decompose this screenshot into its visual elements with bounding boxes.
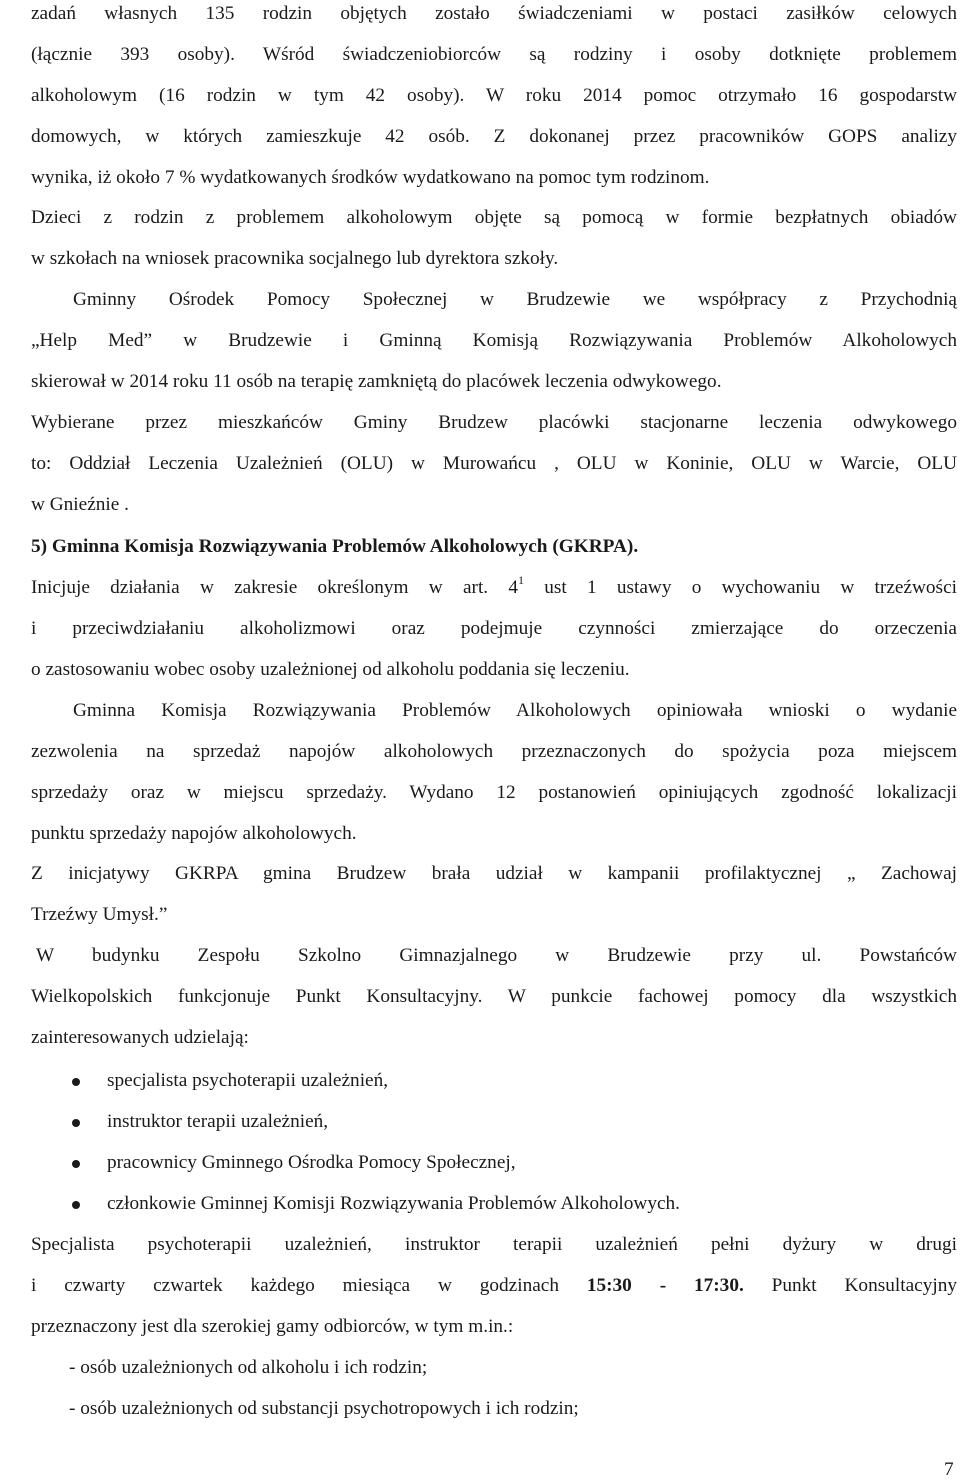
paragraph-6-line-2-text: i czwarty czwartek każdego miesiąca w godzinach	[31, 1275, 587, 1296]
paragraph-3-line-4: punktu sprzedaży napojów alkoholowych.	[31, 823, 357, 844]
dash-item-2: - osób uzależnionych od substancji psychotropowych i ich rodzin;	[69, 1398, 579, 1419]
paragraph-1-line-2: (łącznie 393 osoby). Wśród świadczeniobiorców są rodziny i osoby dotknięte problemem	[31, 44, 957, 65]
section-5-line-1	[31, 573, 957, 600]
paragraph-4-line-2: Trzeźwy Umysł.”	[31, 904, 168, 925]
section-5-line-2: i przeciwdziałaniu alkoholizmowi oraz podejmuje czynności zmierzające do orzeczenia	[31, 618, 957, 639]
paragraph-1-line-6: Dzieci z rodzin z problemem alkoholowym objęte są pomocą w formie bezpłatnych obiadów	[31, 207, 957, 228]
paragraph-1-line-1: zadań własnych 135 rodzin objętych zostało świadczeniami w postaci zasiłków celowych	[31, 3, 957, 24]
paragraph-1-line-3: alkoholowym (16 rodzin w tym 42 osoby). W roku 2014 pomoc otrzymało 16 gospodarstw	[31, 85, 957, 106]
bullet-dot	[72, 1078, 80, 1086]
paragraph-2-line-5: to: Oddział Leczenia Uzależnień (OLU) w Murowańcu , OLU w Koninie, OLU w Warcie, OLU	[31, 453, 957, 474]
paragraph-6-line-3: przeznaczony jest dla szerokiej gamy odbiorców, w tym m.in.:	[31, 1316, 514, 1337]
bullet-dot	[72, 1119, 80, 1127]
paragraph-2-line-3: skierował w 2014 roku 11 osób na terapię zamkniętą do placówek leczenia odwykowego.	[31, 371, 722, 392]
section-5-line-3: o zastosowaniu wobec osoby uzależnionej od alkoholu poddania się leczeniu.	[31, 659, 630, 680]
dash-item-1: - osób uzależnionych od alkoholu i ich rodzin;	[69, 1357, 428, 1378]
paragraph-4-line-1: Z inicjatywy GKRPA gmina Brudzew brała udział w kampanii profilaktycznej „ Zachowaj	[31, 863, 957, 884]
bullet-item-2: instruktor terapii uzależnień,	[107, 1111, 329, 1132]
paragraph-2-line-1: Gminny Ośrodek Pomocy Społecznej w Brudzewie we współpracy z Przychodnią	[73, 289, 957, 310]
section-5-line-1-rest: ust 1 ustawy o wychowaniu w trzeźwości	[524, 577, 957, 598]
section-5-heading: 5) Gminna Komisja Rozwiązywania Problemów Alkoholowych (GKRPA).	[31, 536, 639, 557]
paragraph-3-line-3: sprzedaży oraz w miejscu sprzedaży. Wydano 12 postanowień opiniujących zgodność lokalizacji	[31, 782, 957, 803]
paragraph-5-line-3: zainteresowanych udzielają:	[31, 1027, 249, 1048]
paragraph-2-line-6: w Gnieźnie .	[31, 494, 129, 515]
consultation-hours: 15:30 - 17:30.	[586, 1275, 744, 1296]
paragraph-6-line-2-rest: Punkt Konsultacyjny	[743, 1275, 957, 1296]
paragraph-1-line-5: wynika, iż około 7 % wydatkowanych środków wydatkowano na pomoc tym rodzinom.	[31, 167, 710, 188]
bullet-dot	[72, 1160, 80, 1168]
bullet-item-1: specjalista psychoterapii uzależnień,	[107, 1070, 389, 1091]
paragraph-6-line-2	[31, 1274, 957, 1298]
paragraph-5-line-2: Wielkopolskich funkcjonuje Punkt Konsultacyjny. W punkcie fachowej pomocy dla wszystkich	[31, 986, 957, 1007]
paragraph-3-line-2: zezwolenia na sprzedaż napojów alkoholowych przeznaczonych do spożycia poza miejscem	[31, 741, 957, 762]
paragraph-2-line-2: „Help Med” w Brudzewie i Gminną Komisją Rozwiązywania Problemów Alkoholowych	[31, 330, 957, 351]
bullet-dot	[72, 1201, 80, 1209]
paragraph-5-line-1: W budynku Zespołu Szkolno Gimnazjalnego w Brudzewie przy ul. Powstańców	[36, 945, 957, 966]
bullet-item-3: pracownicy Gminnego Ośrodka Pomocy Społecznej,	[107, 1152, 516, 1173]
page-number: 7	[944, 1459, 954, 1480]
bullet-item-4: członkowie Gminnej Komisji Rozwiązywania Problemów Alkoholowych.	[107, 1193, 680, 1214]
paragraph-2-line-4: Wybierane przez mieszkańców Gminy Brudzew placówki stacjonarne leczenia odwykowego	[31, 412, 957, 433]
article-superscript: 1	[518, 573, 524, 587]
paragraph-1-line-4: domowych, w których zamieszkuje 42 osób. Z dokonanej przez pracowników GOPS analizy	[31, 126, 957, 147]
paragraph-1-line-7: w szkołach na wniosek pracownika socjalnego lub dyrektora szkoły.	[31, 248, 559, 269]
paragraph-6-line-1: Specjalista psychoterapii uzależnień, instruktor terapii uzależnień pełni dyżury w drugi	[31, 1234, 957, 1255]
section-5-line-1-text: Inicjuje działania w zakresie określonym w art. 4	[31, 577, 518, 598]
paragraph-3-line-1: Gminna Komisja Rozwiązywania Problemów Alkoholowych opiniowała wnioski o wydanie	[73, 700, 957, 721]
